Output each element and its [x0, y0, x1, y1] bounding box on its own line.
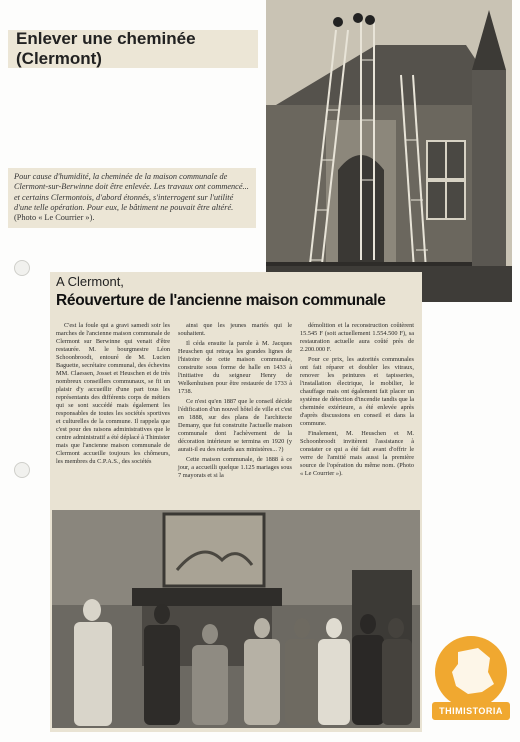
photo-credit: (Photo « Le Courrier »). [14, 213, 95, 223]
paragraph: Ce n'est qu'en 1887 que le conseil décide l'édification d'un nouvel hôtel de ville et c'est en 1888, sur des plans de l'architecte Demany, que fut construite l'actuelle maison communale dont l'achèvement de la décoration intérieure se termina en 1920 (y aurait-il eu des retards aux ministères... ?) [178, 397, 292, 453]
photo-group-council-hall [52, 510, 420, 728]
logo-map-icon [428, 632, 514, 732]
article-column-2 [178, 322, 292, 482]
paragraph: Cette maison communale, de 1888 à ce jour, a accueilli quelque 1.125 mariages sous 7 mayorats et si la [178, 455, 292, 479]
article-title: Réouverture de l'ancienne maison communale [56, 292, 386, 309]
article-column-3 [300, 322, 414, 480]
caption-cheminee [8, 168, 256, 228]
logo-text: THIMISTORIA [439, 706, 503, 716]
thimistoria-logo [428, 632, 514, 732]
paragraph: Finalement, M. Heuschen et M. Schoonbroodt invitèrent l'assistance à constater ce qui a été fait avant d'offrir le verre de l'amitié mais aussi la première source de l'opération du même nom. (Photo « Le Courrier »). [300, 429, 414, 477]
binder-hole [14, 462, 30, 478]
photo-building-scaffolding [266, 0, 512, 302]
group-illustration [52, 510, 420, 728]
paragraph: Pour ce prix, les autorités communales ont fait réparer et doubler les vitraux, renover les peintures et tapisseries, l'installation électrique, le mobilier, le chauffage mais ont également fait placer un système de détection d'incendie tandis que la cheminée extérieure, a été enlevée après d'après discussions en conseil et dans la commune. [300, 355, 414, 427]
article-kicker: A Clermont, [56, 274, 124, 289]
paragraph: C'est la foule qui a gravi samedi soir les marches de l'ancienne maison communale de Clermont sur Berwinne qui venait d'être restaurée. M. le bourgmestre Léon Schoonbroodt, entouré de M. Lucien Baguette, secrétaire communal, des échevins MM. Claessen, Josset et Heuschen et de très nombreux conseillers communaux, se fit un plaisir d'y accueillir d'une part tous les représentants des différents corps de métiers qui se sont succédé mais également les responsables de toutes les sociétés sportives et culturelles de la commune. Il rappela que c'est pour des raisons administratives que le centre administratif a été déplacé à Thimister mais que l'ancienne maison communale de Clermont accueille toujours les chômeurs, les membres du C.P.A.S., des sociétés [56, 322, 170, 465]
paragraph: démolition et la reconstruction coûtèrent 15.545 F (soit actuellement 1.554.500 F), sa restauration actuelle aura coûté près de 2.200.000 F. [300, 322, 414, 353]
headline-cheminee: Enlever une cheminée (Clermont) [8, 30, 258, 68]
caption-text: Pour cause d'humidité, la cheminée de la maison communale de Clermont-sur-Berwinne doit être enlevée. Les travaux ont commencé... et certains Clermontois, d'abord étonnés, s'interrogent sur l'utilité d'une telle opération. Pour eux, le bâtiment ne pouvait être altéré. [14, 172, 249, 213]
paragraph: Il céda ensuite la parole à M. Jacques Heuschen qui retraça les grandes lignes de l'histoire de cette maison communale, construite sous forme de halle en 1433 à l'initiative du seigneur Henry de Welkenhuisen pour être restaurée de 1733 à 1738. [178, 339, 292, 395]
article-column-1 [56, 322, 170, 468]
paragraph: ainsi que les jeunes mariés qui le souhaitent. [178, 322, 292, 337]
binder-hole [14, 260, 30, 276]
building-illustration [266, 0, 512, 302]
